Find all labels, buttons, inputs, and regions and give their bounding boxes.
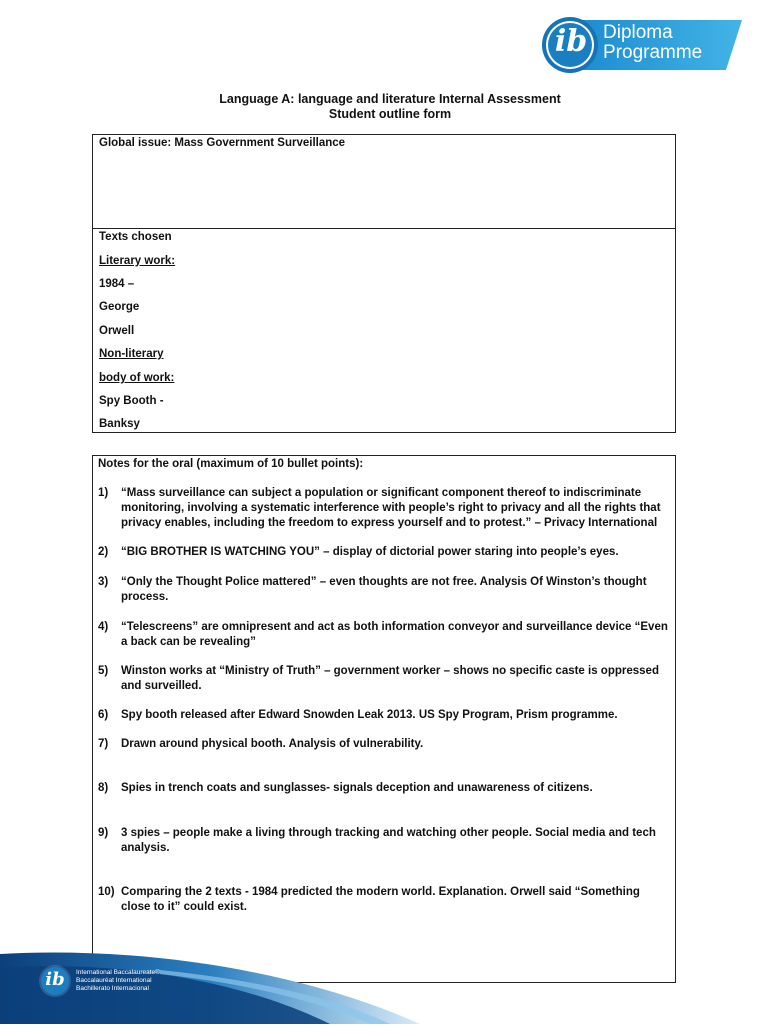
- footer-banner: [0, 940, 768, 1024]
- texts-chosen-label: Texts chosen: [99, 231, 172, 243]
- note-text: “BIG BROTHER IS WATCHING YOU” – display of dictorial power staring into people’s eyes.: [121, 546, 619, 558]
- literary-work-label: Literary work:: [99, 255, 176, 267]
- page-subtitle: Student outline form: [328, 107, 452, 121]
- nonliterary-label-1: Non-literary: [99, 348, 164, 360]
- note-number: 5): [98, 665, 109, 677]
- literary-line-1: 1984 –: [99, 278, 135, 290]
- note-number: 1): [98, 487, 109, 499]
- note-text: “Telescreens” are omnipresent and act as both information conveyor and surveillance device “Even a back can be revealing”: [121, 621, 668, 648]
- logo-text: [603, 23, 702, 63]
- page-title: Language A: language and literature Internal Assessment: [219, 92, 561, 106]
- note-text: 3 spies – people make a living through tracking and watching other people. Social media and tech analysis.: [121, 827, 656, 854]
- note-number: 7): [98, 738, 109, 750]
- note-item: [98, 620, 668, 650]
- nonliterary-line-2: Banksy: [99, 418, 140, 430]
- footer-logo-mark: ib: [45, 969, 65, 990]
- nonliterary-label-2: body of work:: [99, 372, 175, 384]
- notes-heading: Notes for the oral (maximum of 10 bullet points):: [98, 458, 364, 470]
- note-item: [98, 781, 668, 796]
- note-number: 3): [98, 576, 109, 588]
- note-number: 8): [98, 782, 109, 794]
- note-number: 2): [98, 546, 109, 558]
- logo-line-1: Diploma: [603, 22, 673, 43]
- footer-logo-line-1: International Baccalaureate®: [76, 969, 160, 976]
- note-text: Winston works at “Ministry of Truth” – government worker – shows no specific caste is oppressed and surveilled.: [121, 665, 659, 692]
- texts-chosen-box: [92, 228, 676, 433]
- note-text: “Mass surveillance can subject a population or significant component thereof to indiscriminate monitoring, involving a systematic interference with people’s right to privacy and all the rights that privacy enables, including the freedom to express yourself and to protest.” – Privacy International: [121, 487, 661, 529]
- global-issue-text: Global issue: Mass Government Surveillance: [99, 137, 346, 149]
- note-text: Spies in trench coats and sunglasses- signals deception and unawareness of citizens.: [121, 782, 593, 794]
- note-item: [98, 708, 668, 723]
- note-number: 10): [98, 886, 115, 898]
- note-number: 6): [98, 709, 109, 721]
- literary-line-2: George: [99, 301, 140, 313]
- note-text: “Only the Thought Police mattered” – even thoughts are not free. Analysis Of Winston’s thought process.: [121, 576, 647, 603]
- note-text: Spy booth released after Edward Snowden Leak 2013. US Spy Program, Prism programme.: [121, 709, 618, 721]
- note-item: [98, 664, 668, 694]
- note-text: Drawn around physical booth. Analysis of vulnerability.: [121, 738, 424, 750]
- note-item: [98, 737, 668, 752]
- note-text: Comparing the 2 texts - 1984 predicted the modern world. Explanation. Orwell said “Something close to it” could exist.: [121, 886, 640, 913]
- ib-diploma-logo: [540, 16, 742, 74]
- footer-logo-line-2: Baccalauréat International: [76, 977, 152, 984]
- note-number: 9): [98, 827, 109, 839]
- note-item: [98, 885, 668, 915]
- note-number: 4): [98, 621, 109, 633]
- note-item: [98, 545, 668, 560]
- note-item: [98, 826, 668, 856]
- note-item: [98, 575, 668, 605]
- literary-line-3: Orwell: [99, 325, 135, 337]
- logo-mark: ib: [554, 24, 588, 59]
- nonliterary-line-1: Spy Booth -: [99, 395, 164, 407]
- footer-logo-line-3: Bachillerato Internacional: [76, 985, 149, 992]
- note-item: [98, 486, 668, 531]
- logo-line-2: Programme: [603, 42, 703, 63]
